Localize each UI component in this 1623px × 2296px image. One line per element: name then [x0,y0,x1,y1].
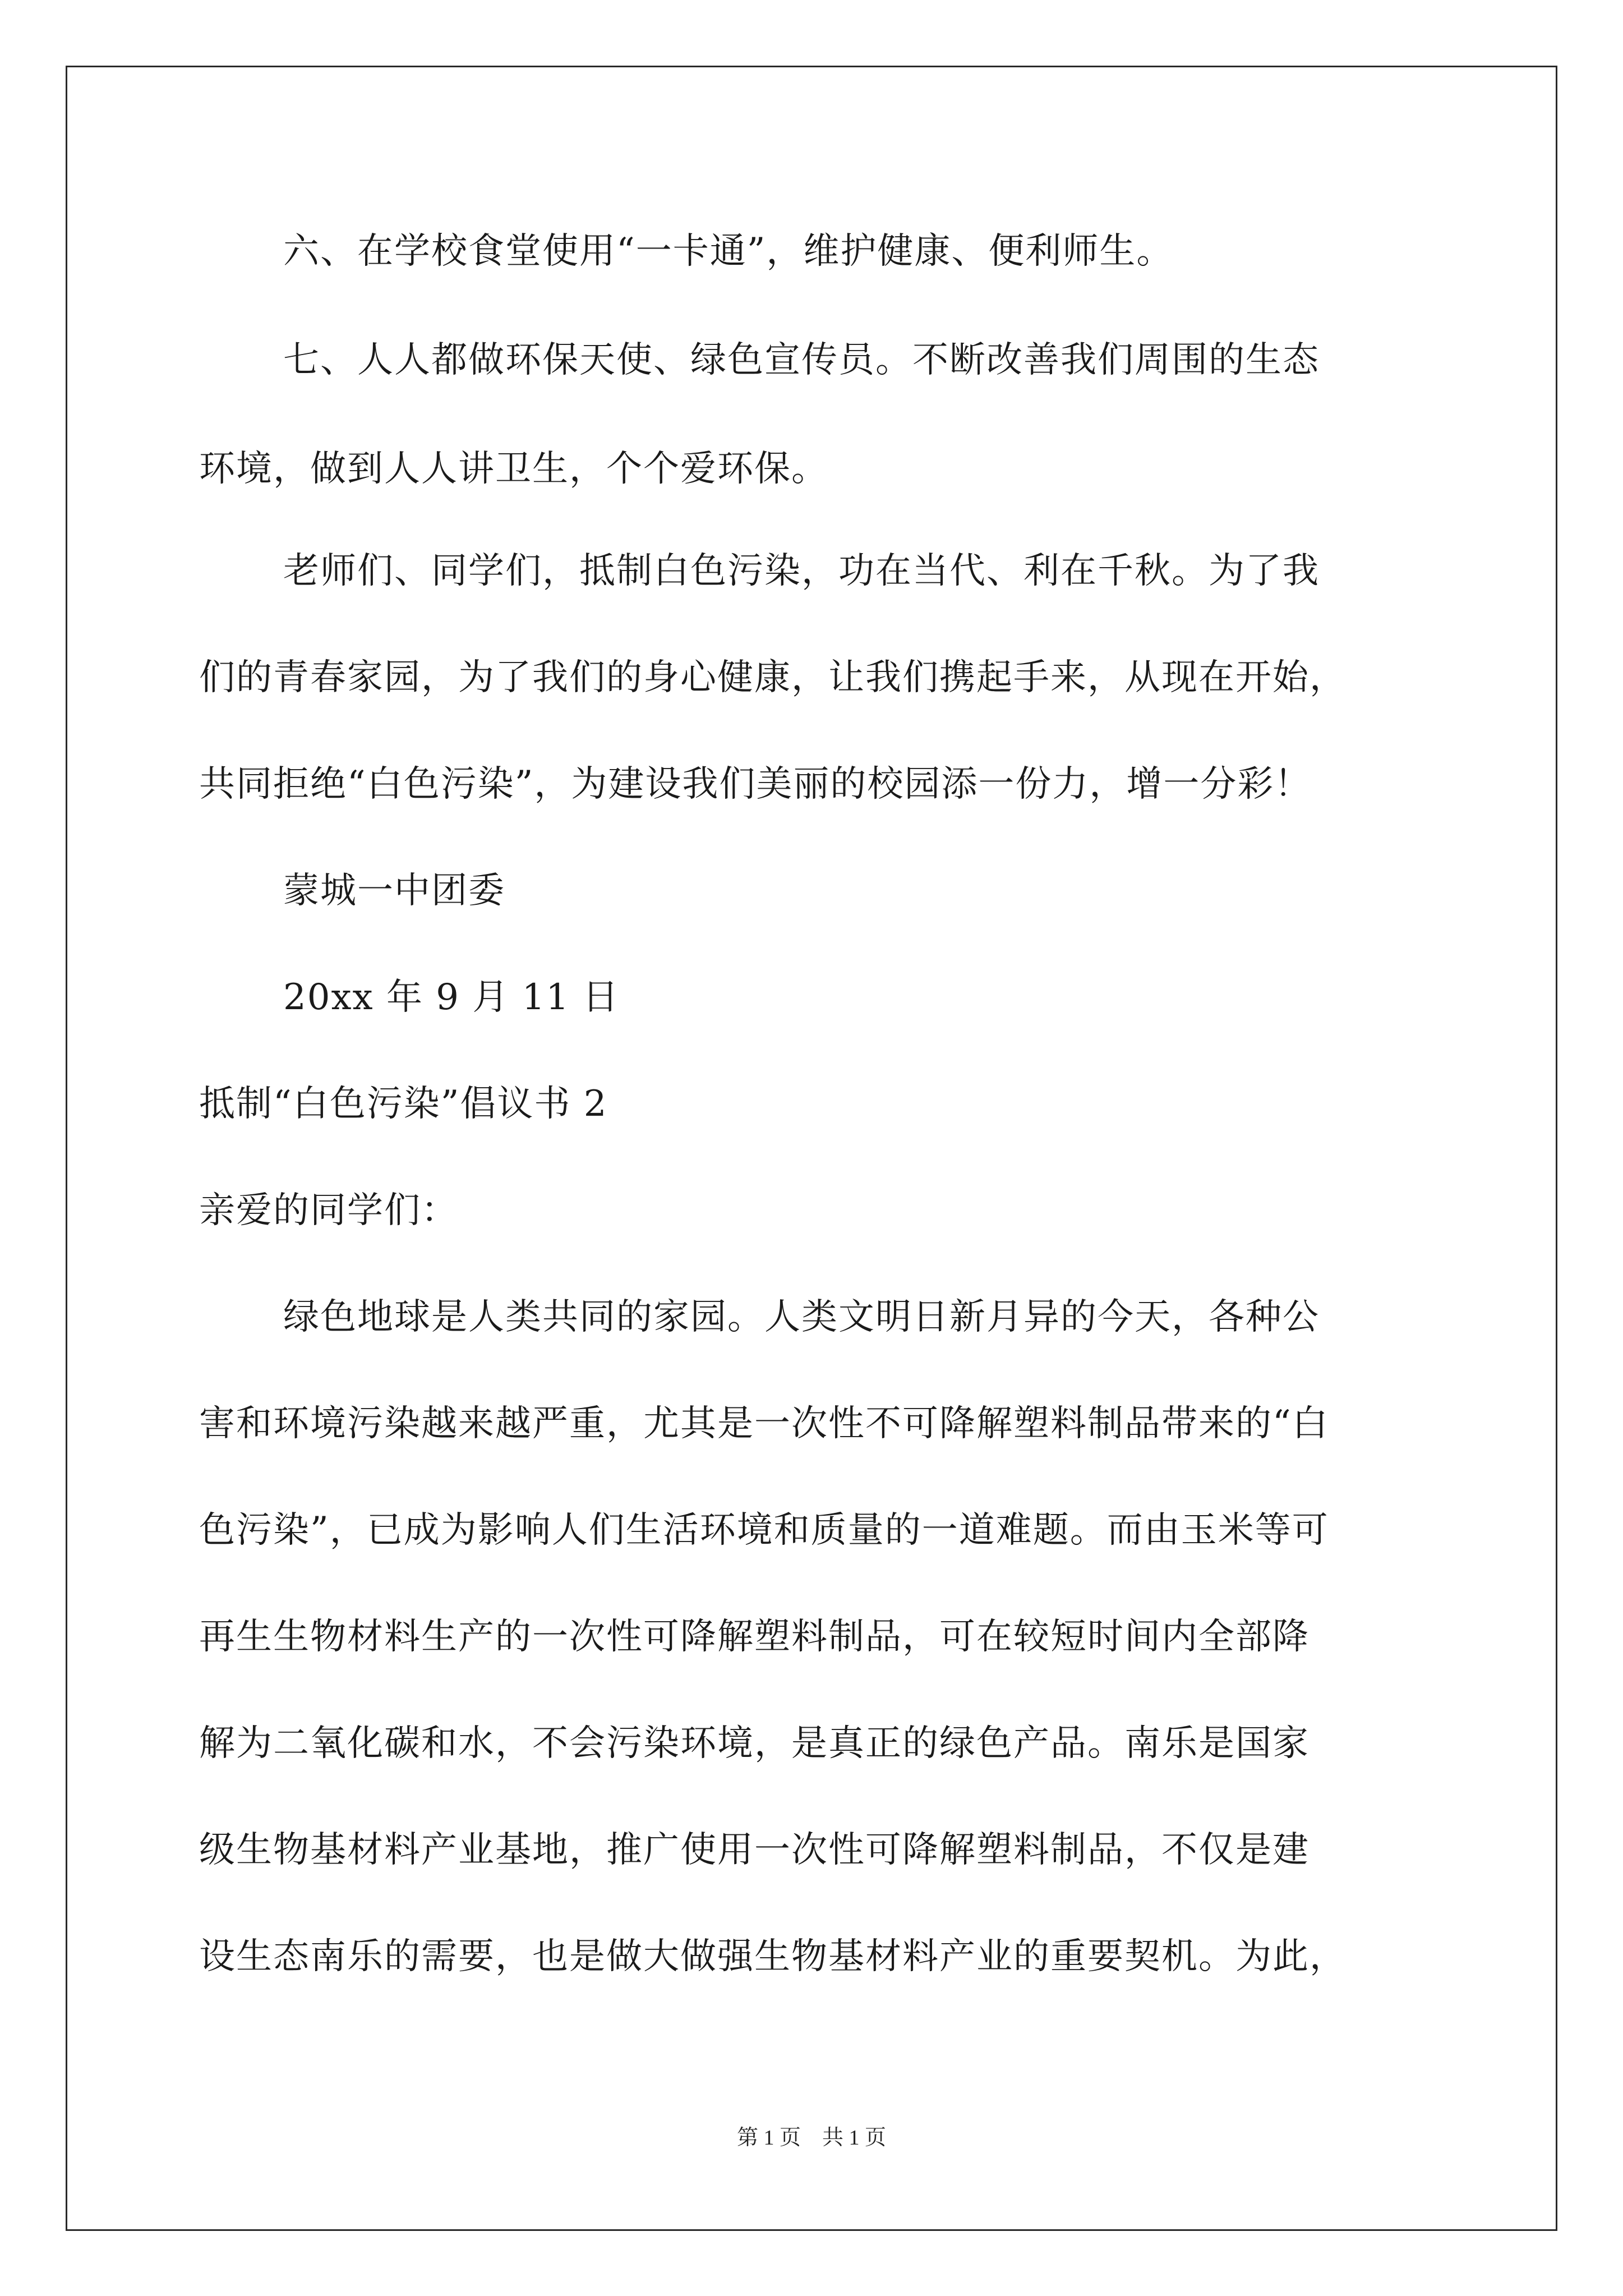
paragraph-item-7-line-1: 七、人人都做环保天使、绿色宣传员。不断改善我们周围的生态 [283,339,1320,381]
signature-date: 20xx 年 9 月 11 日 [283,977,620,1018]
page-number-footer: 第 1 页 共 1 页 [736,2126,886,2150]
body-paragraph-line-3: 色污染”，已成为影响人们生活环境和质量的一道难题。而由玉米等可 [199,1510,1329,1551]
closing-paragraph-line-1: 老师们、同学们，抵制白色污染，功在当代、利在千秋。为了我 [283,550,1320,592]
salutation: 亲爱的同学们： [199,1190,458,1231]
signature-organization: 蒙城一中团委 [283,870,505,912]
body-paragraph-line-4: 再生生物材料生产的一次性可降解塑料制品，可在较短时间内全部降 [199,1616,1310,1658]
paragraph-item-6: 六、在学校食堂使用“一卡通”，维护健康、便利师生。 [283,231,1174,272]
page-border [66,66,1557,2231]
body-paragraph-line-2: 害和环境污染越来越严重，尤其是一次性不可降解塑料制品带来的“白 [199,1403,1329,1444]
paragraph-item-7-line-2: 环境，做到人人讲卫生，个个爱环保。 [199,448,828,490]
closing-paragraph-line-2: 们的青春家园，为了我们的身心健康，让我们携起手来，从现在开始， [199,657,1347,698]
body-paragraph-line-6: 级生物基材料产业基地，推广使用一次性可降解塑料制品，不仅是建 [199,1829,1310,1871]
body-paragraph-line-1: 绿色地球是人类共同的家园。人类文明日新月异的今天，各种公 [283,1296,1320,1338]
body-paragraph-line-5: 解为二氧化碳和水，不会污染环境，是真正的绿色产品。南乐是国家 [199,1723,1310,1764]
body-paragraph-line-7: 设生态南乐的需要，也是做大做强生物基材料产业的重要契机。为此， [199,1936,1347,1977]
section-title: 抵制“白色污染”倡议书 2 [199,1083,608,1125]
closing-paragraph-line-3: 共同拒绝“白色污染”，为建设我们美丽的校园添一份力，增一分彩！ [199,763,1312,805]
